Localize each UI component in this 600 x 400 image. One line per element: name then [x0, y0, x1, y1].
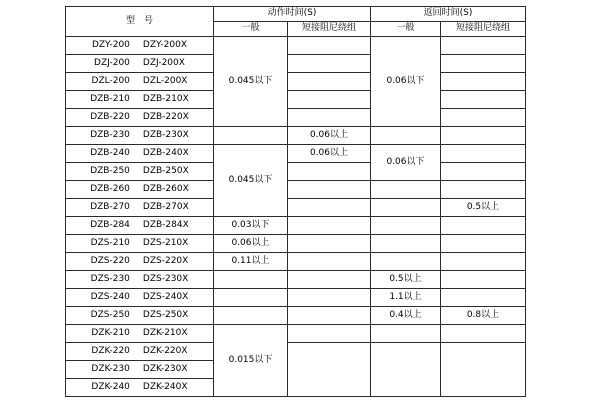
action-damped-cell: 0.06以上 [288, 127, 371, 145]
return-damped-cell: 0.8以上 [441, 307, 526, 325]
action-general-cell: 0.03以下 [214, 217, 288, 235]
action-damped-cell [288, 307, 371, 325]
return-general-cell: 1.1以上 [371, 289, 441, 307]
action-general-cell [214, 307, 288, 325]
model-cell [66, 37, 214, 55]
action-general-cell [214, 271, 288, 289]
action-damped-cell [288, 235, 371, 253]
model-name: DZB-284 [90, 219, 130, 230]
model-name-x: DZB-210X [142, 93, 189, 104]
model-name: DZB-270 [90, 201, 130, 212]
return-damped-cell [441, 73, 526, 91]
model-name: DZS-250 [90, 309, 130, 320]
action-general-cell: 0.045以下 [214, 37, 288, 127]
action-general-cell: 0.06以上 [214, 235, 288, 253]
model-name-x: DZK-220X [142, 345, 188, 356]
model-name: DZS-210 [90, 237, 130, 248]
model-cell [66, 145, 214, 163]
header-action-general: 一般 [214, 22, 288, 37]
model-cell [66, 343, 214, 361]
table-row [66, 37, 526, 55]
model-name-x: DZK-230X [142, 363, 188, 374]
action-damped-cell [288, 217, 371, 235]
model-name-x: DZJ-200X [142, 57, 185, 68]
action-damped-cell [288, 55, 371, 73]
model-name: DZB-220 [90, 111, 130, 122]
return-damped-cell [441, 127, 526, 145]
header-return-damped: 短接阻尼绕组 [441, 22, 526, 37]
return-damped-cell [441, 325, 526, 343]
header-row-top [66, 7, 526, 22]
return-general-cell [371, 325, 441, 343]
table-row [66, 127, 526, 145]
model-name: DZS-220 [90, 255, 130, 266]
model-name: DZK-220 [91, 345, 130, 356]
model-name: DZK-240 [91, 381, 130, 392]
table-row [66, 253, 526, 271]
model-cell [66, 127, 214, 145]
header-action-time: 动作时间(S) [214, 7, 371, 22]
model-cell [66, 55, 214, 73]
model-cell [66, 289, 214, 307]
table-row [66, 181, 526, 199]
model-name-x: DZB-270X [142, 201, 189, 212]
model-name-x: DZS-240X [142, 291, 189, 302]
return-damped-cell [441, 37, 526, 55]
table-row [66, 307, 526, 325]
model-name: DZB-240 [90, 147, 130, 158]
return-damped-cell: 0.5以上 [441, 199, 526, 217]
table-row [66, 325, 526, 343]
return-general-cell [371, 253, 441, 271]
model-name-x: DZB-230X [142, 129, 189, 140]
table-row [66, 271, 526, 289]
return-damped-cell [441, 55, 526, 73]
return-general-cell [371, 217, 441, 235]
model-cell [66, 109, 214, 127]
model-cell [66, 181, 214, 199]
return-general-cell [371, 199, 441, 217]
model-name: DZY-200 [91, 39, 130, 50]
return-general-cell [371, 343, 441, 397]
table-row [66, 91, 526, 109]
model-name-x: DZB-240X [142, 147, 189, 158]
model-cell [66, 91, 214, 109]
return-general-cell [371, 127, 441, 145]
action-damped-cell [288, 253, 371, 271]
model-name: DZB-250 [90, 165, 130, 176]
table-row [66, 73, 526, 91]
action-damped-cell [288, 91, 371, 109]
model-name-x: DZK-210X [142, 327, 188, 338]
model-cell [66, 379, 214, 397]
model-name-x: DZB-220X [142, 111, 189, 122]
model-name: DZB-230 [90, 129, 130, 140]
action-damped-cell [288, 37, 371, 55]
action-damped-cell [288, 289, 371, 307]
model-cell [66, 235, 214, 253]
table-row [66, 109, 526, 127]
model-name-x: DZL-200X [142, 75, 188, 86]
model-name-x: DZS-220X [142, 255, 189, 266]
action-general-cell: 0.11以上 [214, 253, 288, 271]
action-general-cell [214, 289, 288, 307]
return-damped-cell [441, 289, 526, 307]
model-cell [66, 163, 214, 181]
header-return-general: 一般 [371, 22, 441, 37]
model-cell [66, 217, 214, 235]
model-name-x: DZB-250X [142, 165, 189, 176]
model-cell [66, 361, 214, 379]
model-cell [66, 253, 214, 271]
return-damped-cell [441, 109, 526, 127]
return-damped-cell [441, 253, 526, 271]
action-damped-cell [288, 181, 371, 199]
return-general-cell [371, 235, 441, 253]
model-name-x: DZK-240X [142, 381, 188, 392]
table-row [66, 199, 526, 217]
table-row [66, 217, 526, 235]
model-cell [66, 199, 214, 217]
return-general-cell: 0.5以上 [371, 271, 441, 289]
model-cell [66, 271, 214, 289]
model-name: DZB-210 [90, 93, 130, 104]
header-return-time: 返回时间(S) [371, 7, 526, 22]
return-damped-cell [441, 235, 526, 253]
table-header [66, 7, 526, 37]
action-damped-cell [288, 163, 371, 181]
return-general-cell [371, 181, 441, 199]
return-damped-cell [441, 163, 526, 181]
return-damped-cell [441, 91, 526, 109]
table-row [66, 55, 526, 73]
table-row [66, 289, 526, 307]
model-name-x: DZB-284X [142, 219, 189, 230]
model-name: DZK-210 [91, 327, 130, 338]
return-general-cell: 0.06以下 [371, 145, 441, 181]
return-general-cell: 0.4以上 [371, 307, 441, 325]
model-name: DZK-230 [91, 363, 130, 374]
model-name: DZS-240 [90, 291, 130, 302]
header-action-damped: 短接阻尼绕组 [288, 22, 371, 37]
model-name-x: DZY-200X [142, 39, 188, 50]
table-row [66, 163, 526, 181]
action-damped-cell [288, 199, 371, 217]
model-name-x: DZS-230X [142, 273, 189, 284]
table-row [66, 145, 526, 163]
return-damped-cell [441, 181, 526, 199]
model-cell [66, 325, 214, 343]
model-cell [66, 307, 214, 325]
table-body [66, 37, 526, 397]
table-row [66, 343, 526, 361]
model-name: DZS-230 [90, 273, 130, 284]
model-name: DZB-260 [90, 183, 130, 194]
model-name-x: DZS-250X [142, 309, 189, 320]
return-damped-cell [441, 343, 526, 397]
header-model: 型 号 [66, 7, 214, 37]
return-damped-cell [441, 145, 526, 163]
return-damped-cell [441, 217, 526, 235]
action-general-cell [214, 127, 288, 145]
action-damped-cell: 0.06以上 [288, 145, 371, 163]
action-damped-cell [288, 271, 371, 289]
return-damped-cell [441, 271, 526, 289]
relay-spec-table [65, 6, 526, 397]
action-general-cell: 0.015以下 [214, 325, 288, 397]
model-cell [66, 73, 214, 91]
model-name-x: DZB-260X [142, 183, 189, 194]
action-damped-cell [288, 109, 371, 127]
action-damped-cell [288, 343, 371, 397]
model-name-x: DZS-210X [142, 237, 189, 248]
model-name: DZJ-200 [94, 57, 130, 68]
action-general-cell: 0.045以下 [214, 145, 288, 217]
action-damped-cell [288, 73, 371, 91]
table-row [66, 235, 526, 253]
action-damped-cell [288, 325, 371, 343]
return-general-cell: 0.06以下 [371, 37, 441, 127]
model-name: DZL-200 [91, 75, 130, 86]
